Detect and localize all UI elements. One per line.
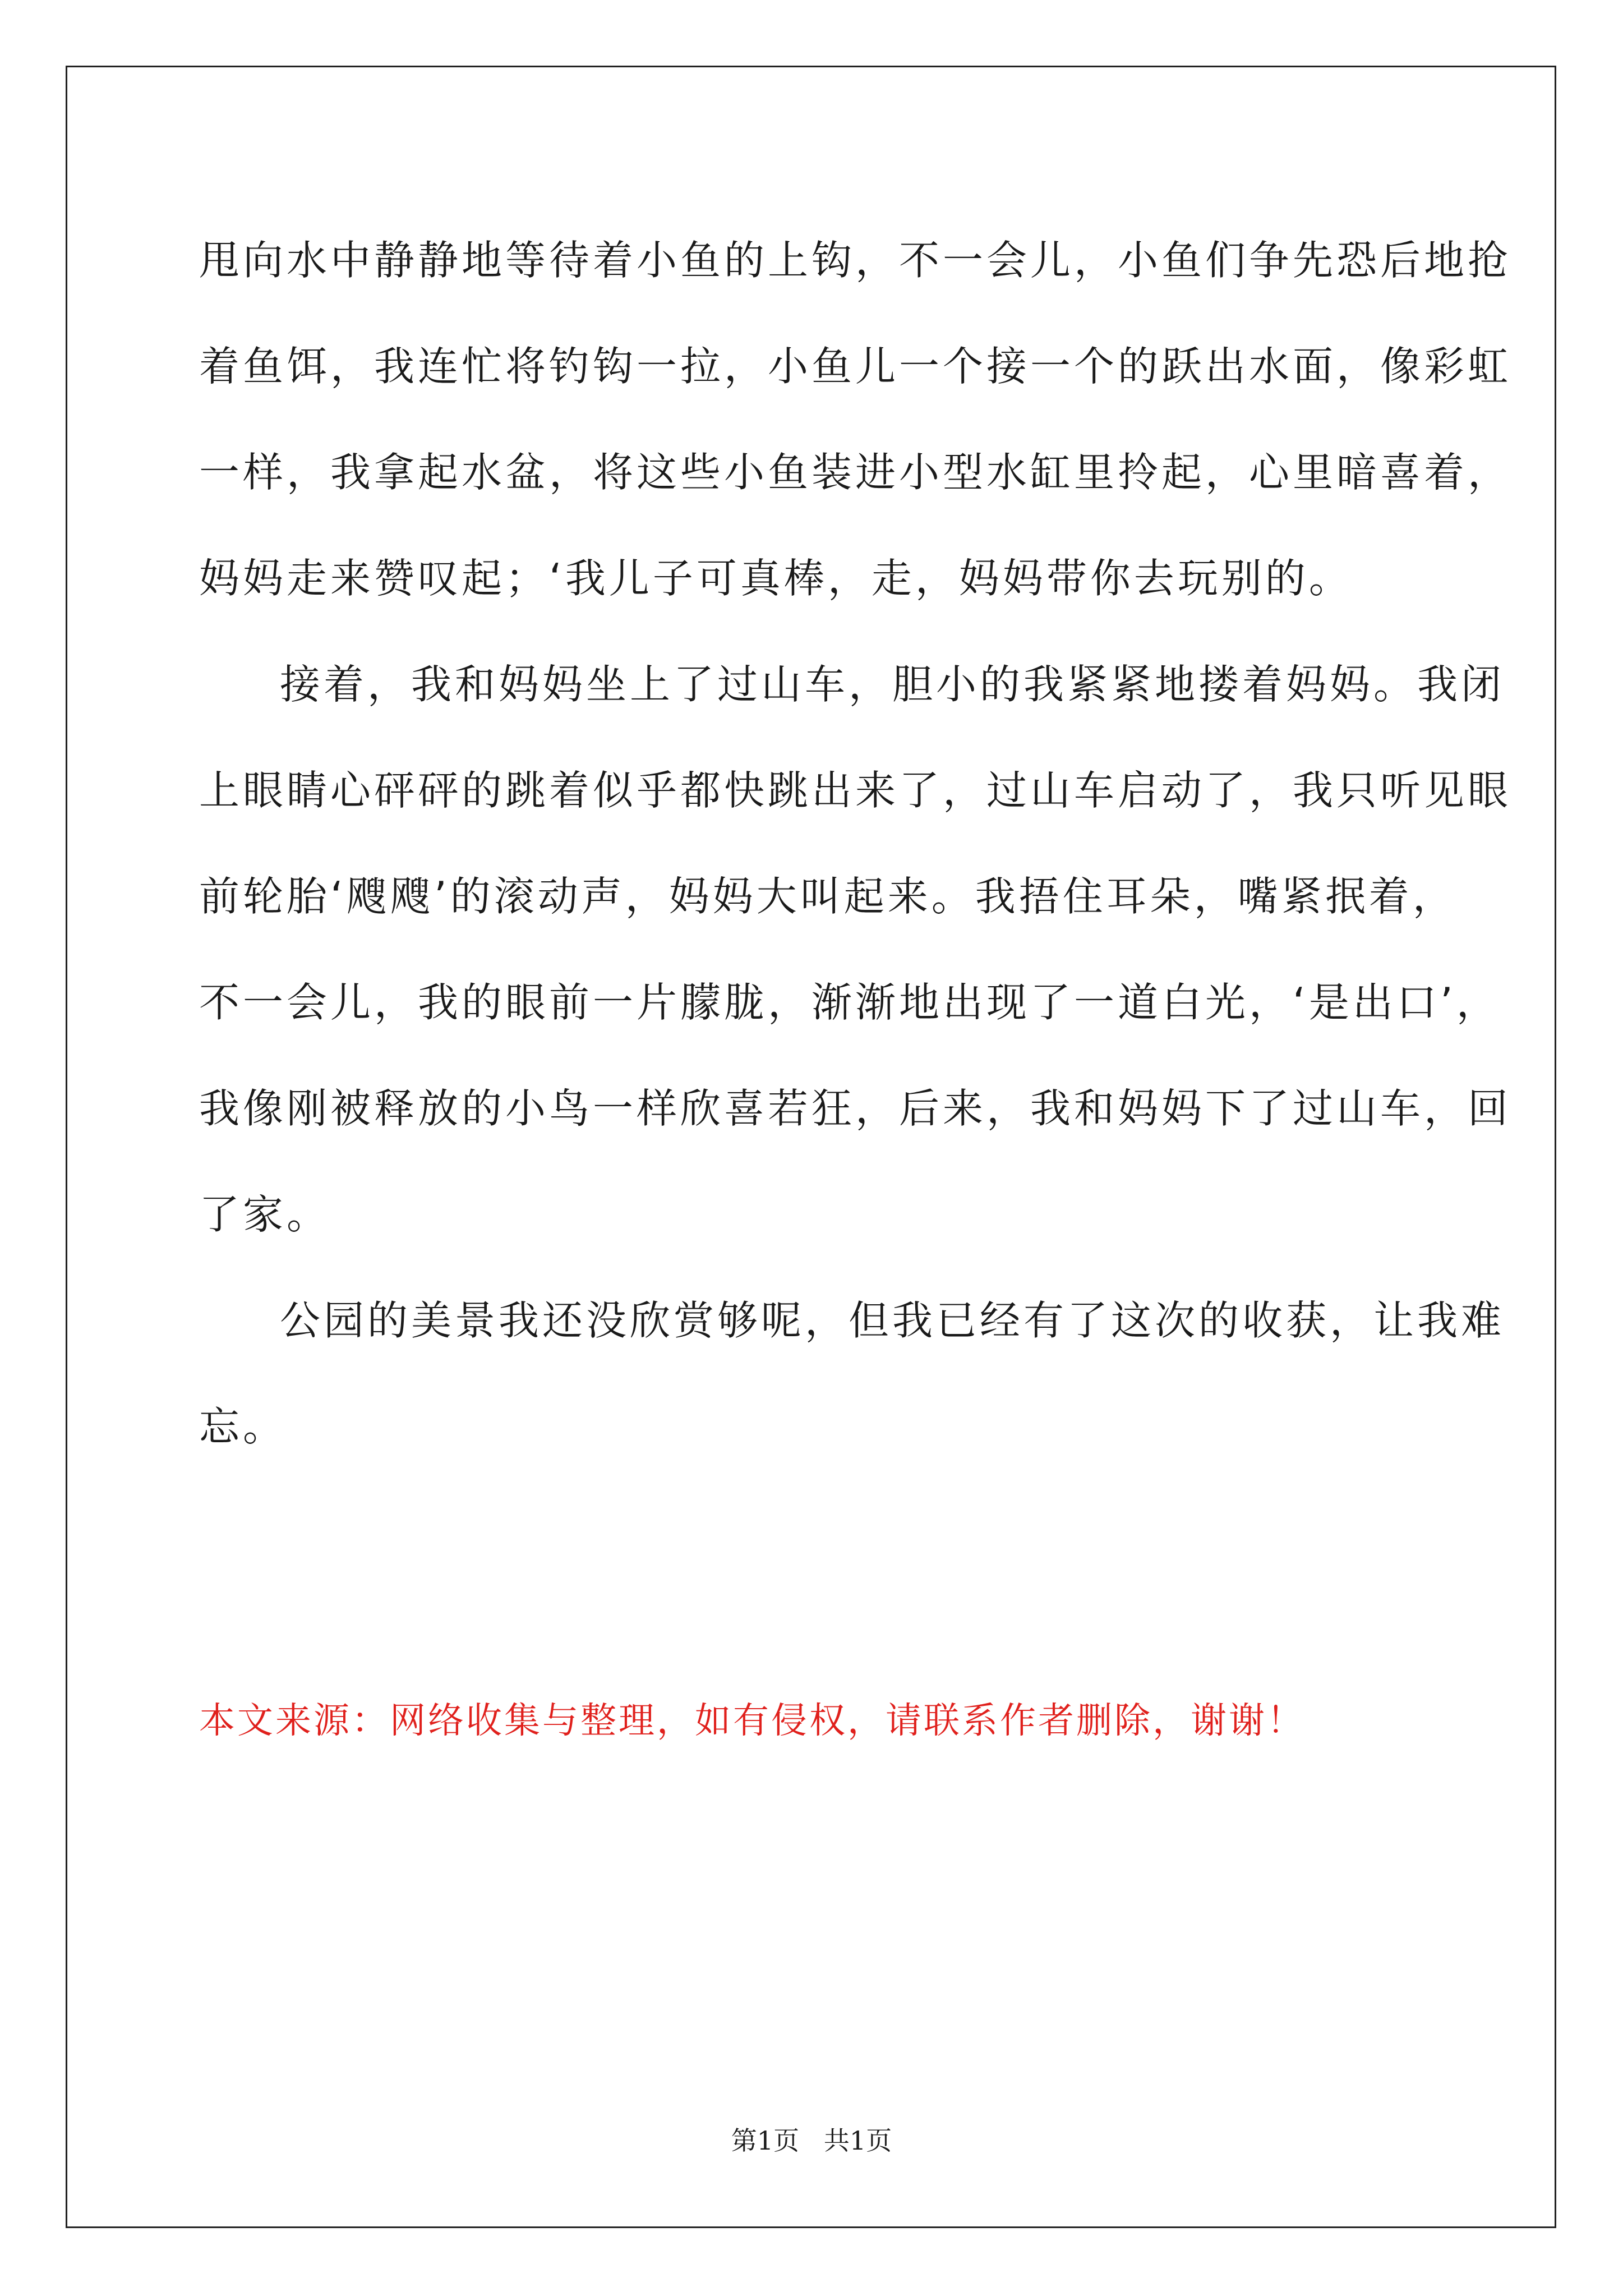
text-line: 一样，我拿起水盆，将这些小鱼装进小型水缸里拎起，心里暗喜着， [199,449,1512,496]
text-line: 着鱼饵，我连忙将钓钩一拉，小鱼儿一个接一个的跃出水面，像彩虹 [199,343,1512,390]
paragraph-2 [199,632,1512,1268]
text-line: 公园的美景我还没欣赏够呢，但我已经有了这次的收获，让我难 [280,1297,1505,1344]
text-line: 接着，我和妈妈坐上了过山车，胆小的我紧紧地搂着妈妈。我闭 [280,661,1505,708]
source-note: 本文来源：网络收集与整理，如有侵权，请联系作者删除，谢谢！ [199,1700,1305,1742]
paragraph-3 [199,1268,1505,1480]
paragraph-1 [199,208,1512,632]
text-line: 忘。 [199,1403,287,1450]
text-line: 了家。 [199,1191,331,1238]
text-line: 甩向水中静静地等待着小鱼的上钩，不一会儿，小鱼们争先恐后地抢 [199,237,1512,284]
page-number-footer: 第1页 共1页 [731,2125,892,2156]
text-line: 前轮胎‘飕飕’的滚动声，妈妈大叫起来。我捂住耳朵，嘴紧抿着， [199,873,1456,920]
essay-body [199,208,1512,1480]
text-line: 上眼睛心砰砰的跳着似乎都快跳出来了，过山车启动了，我只听见眼 [199,767,1512,814]
text-line: 我像刚被释放的小鸟一样欣喜若狂，后来，我和妈妈下了过山车，回 [199,1085,1512,1132]
text-line: 不一会儿，我的眼前一片朦胧，渐渐地出现了一道白光，‘是出口’， [199,979,1500,1026]
text-line: 妈妈走来赞叹起；‘我儿子可真棒，走，妈妈带你去玩别的。 [199,555,1353,602]
